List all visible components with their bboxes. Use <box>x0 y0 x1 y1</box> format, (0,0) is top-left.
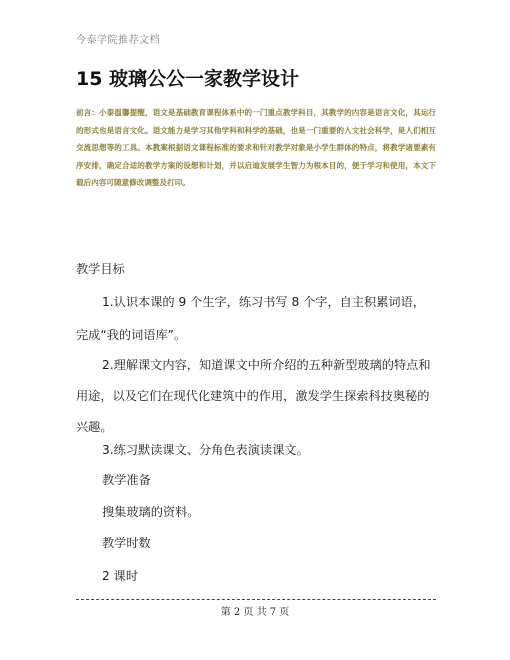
time-text: 2 课时 <box>102 569 139 583</box>
goal-paragraph-3: 3.练习默读课文、分角色表演读课文。 <box>102 443 309 457</box>
time-heading: 教学时数 <box>102 536 151 550</box>
footer-divider <box>76 599 436 600</box>
page-number: 第 2 页 共 7 页 <box>220 607 290 618</box>
prep-text: 搜集玻璃的资料。 <box>102 505 200 519</box>
goal-paragraph-1: 1.认识本课的 9 个生字，练习书写 8 个字，自主积累词语，完成“我的词语库”。 <box>76 295 425 342</box>
goals-heading: 教学目标 <box>76 262 125 276</box>
document-header: 今泰学院推荐文档 <box>76 35 160 46</box>
document-title: 15 玻璃公公一家教学设计 <box>76 68 300 90</box>
prep-heading: 教学准备 <box>102 473 151 487</box>
intro-paragraph: 前言：小泰温馨提醒，语文是基础教育课程体系中的一门重点教学科目，其教学的内容是语言文化，其运行的形式也是语言文化。语文能力是学习其他学科和科学的基础，也是一门重要的人文社会科学，是人们相互交流思想等的工具。本教案根据语文课程标准的要求和针对教学对象是小学生群体的特点，将教学诸要素有序安排，确定合适的教学方案的设想和计划，并以启迪发展学生智力为根本目的，便于学习和使用，本文下载后内容可随意修改调整及打印。 <box>76 108 436 188</box>
goal-paragraph-2: 2.理解课文内容，知道课文中所介绍的五种新型玻璃的特点和用途，以及它们在现代化建筑中的作用，激发学生探索科技奥秘的兴趣。 <box>76 358 431 434</box>
